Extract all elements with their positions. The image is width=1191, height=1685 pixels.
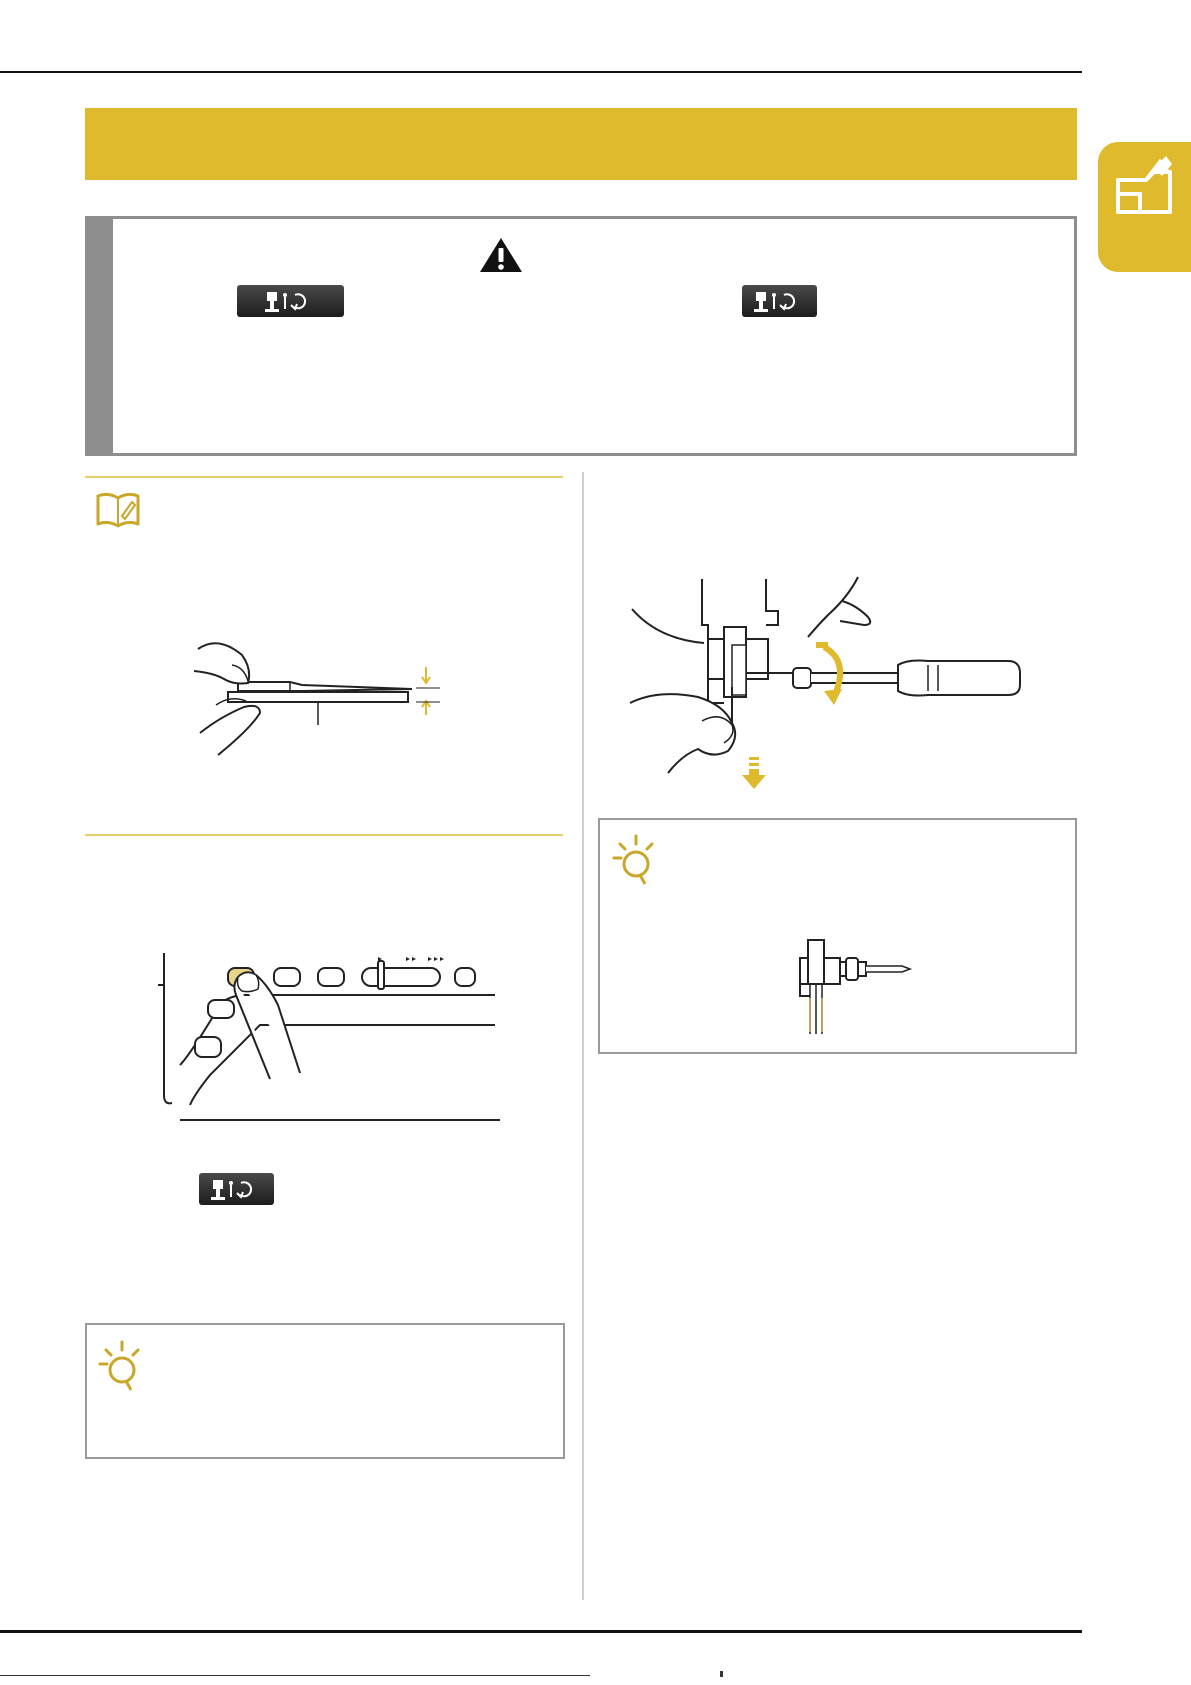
chapter-tab[interactable] bbox=[1098, 142, 1191, 272]
light-bulb-icon bbox=[98, 1338, 144, 1397]
column-divider bbox=[582, 472, 584, 1600]
presser-foot-needle-exchange-key-icon bbox=[237, 285, 344, 317]
footer-tick bbox=[720, 1671, 723, 1677]
presser-foot-needle-exchange-key-icon bbox=[742, 285, 817, 317]
control-panel-illustration bbox=[150, 945, 500, 1130]
needle-flat-surface-illustration bbox=[190, 625, 460, 765]
footer-thin-rule bbox=[0, 1675, 590, 1676]
section-title-bar bbox=[85, 108, 1077, 180]
sewing-machine-icon bbox=[1110, 154, 1182, 226]
memo-top-rule bbox=[85, 476, 563, 478]
memo-bottom-rule bbox=[85, 834, 563, 836]
memo-book-icon bbox=[96, 492, 140, 533]
presser-foot-needle-exchange-key-icon bbox=[199, 1173, 274, 1205]
light-bulb-icon bbox=[612, 832, 658, 891]
warning-triangle-icon bbox=[478, 236, 524, 279]
twin-needle-illustration bbox=[780, 938, 920, 1038]
needle-removal-illustration bbox=[628, 575, 1038, 795]
footer-rule bbox=[0, 1630, 1082, 1633]
caution-stripe bbox=[85, 216, 113, 456]
note-box-left bbox=[85, 1323, 565, 1459]
header-rule bbox=[0, 71, 1082, 73]
caution-box bbox=[85, 216, 1077, 456]
